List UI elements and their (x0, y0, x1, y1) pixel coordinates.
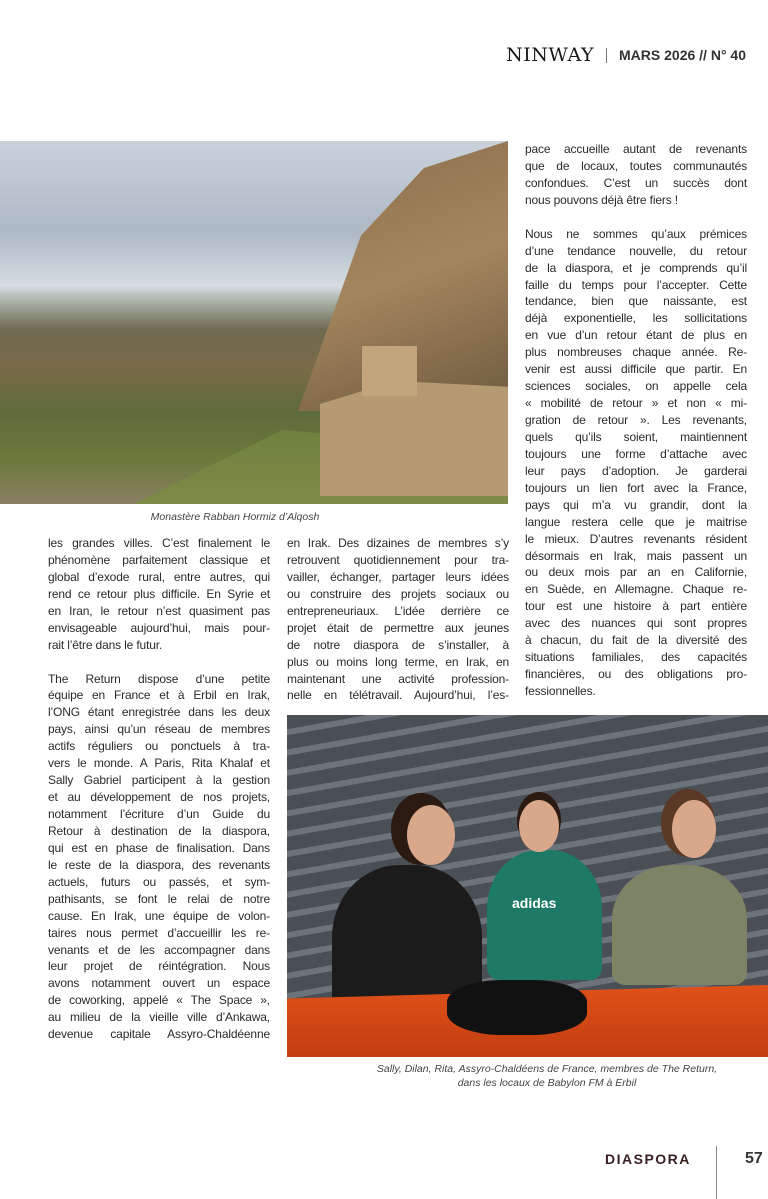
text-line: gration de retour ». Les revenants, (525, 413, 747, 427)
text-line: le reste de la diaspora, des revenants (48, 857, 270, 872)
text-line: en Suède, en Allemagne. Chaque re- (525, 582, 747, 597)
text-line: désormais en Irak, mais passent un (525, 548, 747, 563)
page-header (506, 44, 746, 66)
text-line: leur pays d’adoption. Je garderai (525, 463, 747, 478)
monastery-wall (320, 381, 508, 496)
text-line: les grandes villes. C’est finalement le (48, 536, 270, 550)
text-line: actifs réguliers ou ponctuels à tra- (48, 739, 270, 754)
text-line: pays, ainsi qu’un réseau de membres (48, 722, 270, 737)
text-line: équipe en France et à Erbil en Irak, (48, 688, 270, 703)
text-line: rend ce retour plus difficile. En Syrie et (48, 586, 270, 601)
text-line: déjà exponentielle, les sollicitations (525, 311, 747, 326)
text-line: devenue capitale Assyro-Chaldéenne (48, 1027, 270, 1042)
text-line: avec des nuances qui sont propres (525, 616, 747, 631)
text-line: pathisants, se font le relai de notre (48, 891, 270, 906)
text-line: toujours un lien fort avec la France, (525, 480, 747, 495)
caption-line: dans les locaux de Babylon FM à Erbil (457, 1077, 637, 1089)
text-line: entrepreneuriaux. L’idée derrière ce (287, 603, 509, 618)
photo-caption: Monastère Rabban Hormiz d’Alqosh (150, 511, 320, 523)
column-2 (287, 535, 509, 704)
text-line: fessionnelles. (525, 684, 596, 698)
person-dilan (487, 850, 602, 980)
text-line: envisageable aujourd’hui, mais pour- (48, 620, 270, 635)
photo-caption-2 (330, 1062, 764, 1090)
text-line: « mobilité de retour » et non « mi- (525, 396, 747, 411)
text-line: le mieux. D’autres revenants résident (525, 531, 747, 546)
headphones (447, 980, 587, 1035)
text-line: l’ONG étant enregistrée dans les deux (48, 705, 270, 720)
text-line: faille du temps pour l’accepter. Cette (525, 277, 747, 292)
text-line: Sally Gabriel participent à la gestion (48, 773, 270, 788)
text-line: sciences sociales, on appelle cela (525, 379, 747, 394)
person-rita (612, 865, 747, 985)
text-line: quels qu’ils soient, maintiennent (525, 429, 747, 444)
text-line: vers le monde. A Paris, Rita Khalaf et (48, 756, 270, 771)
text-line: taires nous permet d’accueillir les re- (48, 925, 270, 940)
head (672, 800, 716, 858)
text-line: nelle en télétravail. Aujourd’hui, l’es- (287, 688, 509, 703)
text-line: situations familiales, des capacités (525, 650, 747, 665)
radio-studio-photo (287, 715, 768, 1057)
text-line: et au développement de nos projets, (48, 790, 270, 805)
text-line: venir est aussi difficile que partir. En (525, 362, 747, 377)
text-line: en Irak. Des dizaines de membres s’y (287, 536, 509, 550)
head (407, 805, 455, 865)
text-line: leur projet de réintégration. Nous (48, 959, 270, 974)
text-line: retrouvent quotidiennement pour tra- (287, 552, 509, 567)
text-line: cause. En Irak, une équipe de volon- (48, 908, 270, 923)
monastery-building (362, 346, 417, 396)
text-line: plus ou moins long terme, en Irak, en (287, 654, 509, 669)
text-line: toujours une forme d’attache avec (525, 446, 747, 461)
text-line: tendance, bien que naissante, est (525, 294, 747, 309)
text-line: nous pouvons déjà être fiers ! (525, 192, 678, 207)
text-line: en vue d’un retour étant de plus en (525, 328, 747, 343)
text-line: tour est une histoire à part entière (525, 599, 747, 614)
text-line: à chacun, du fait de la diversité des (525, 633, 747, 648)
text-line: de notre diaspora de s’installer, à (287, 637, 509, 652)
text-line: qui est en phase de finalisation. Dans (48, 840, 270, 855)
text-line: confondues. C’est un succès dont (525, 175, 747, 190)
text-line: The Return dispose d’une petite (48, 671, 270, 686)
text-line: que de locaux, toutes communautés (525, 158, 747, 173)
text-line: de coworking, appelé « The Space », (48, 993, 270, 1008)
shirt-logo: adidas (512, 895, 557, 911)
text-line: notamment l’écriture d’un Guide du (48, 807, 270, 821)
caption-line: Sally, Dilan, Rita, Assyro-Chaldéens de France, membres de The Return, (376, 1063, 718, 1075)
text-line: ou construire des projets sociaux ou (287, 586, 509, 601)
head (519, 800, 559, 852)
text-line: rait l’être dans le futur. (48, 637, 163, 652)
paragraph-gap (48, 654, 270, 671)
text-line: d’une tendance nouvelle, du retour (525, 243, 747, 258)
header-divider (606, 48, 607, 63)
text-line: projet était de permettre aux jeunes (287, 620, 509, 635)
issue-label: MARS 2026 // N° 40 (619, 47, 746, 63)
text-line: pace accueille autant de revenants (525, 142, 747, 156)
text-line: langue restera celle que je maitrise (525, 514, 747, 529)
footer-divider (716, 1146, 717, 1199)
text-line: vailler, échanger, partager leurs idées (287, 569, 509, 584)
text-line: actuels, futurs ou passés, et sym- (48, 874, 270, 889)
text-line: plus nombreuses chaque année. Re- (525, 345, 747, 360)
paragraph-gap (525, 209, 747, 226)
monastery-photo (0, 141, 508, 504)
text-line: financières, ou des obligations pro- (525, 667, 747, 682)
column-3 (525, 141, 747, 700)
page-number: 57 (745, 1150, 763, 1167)
text-line: venants et de les accompagner dans (48, 942, 270, 957)
text-line: au milieu de la vieille ville d’Ankawa, (48, 1010, 270, 1025)
text-line: global d’exode rural, entre autres, qui (48, 569, 270, 584)
text-line: phénomène parfaitement classique et (48, 552, 270, 567)
text-line: pays qui m’a vu grandir, dont la (525, 497, 747, 512)
magazine-title: NINWAY (506, 44, 595, 66)
text-line: maintenant une activité profession- (287, 671, 509, 686)
text-line: ou deux mois par an en Californie, (525, 565, 747, 580)
text-line: de la diaspora, et je comprends qu’il (525, 260, 747, 275)
text-line: Nous ne sommes qu’aux prémices (525, 226, 747, 241)
text-line: avons notamment ouvert un espace (48, 976, 270, 991)
text-line: Retour à destination de la diaspora, (48, 823, 270, 838)
text-line: en Iran, le retour n’est quasiment pas (48, 603, 270, 618)
section-label: DIASPORA (605, 1151, 691, 1167)
column-1 (48, 535, 270, 1043)
